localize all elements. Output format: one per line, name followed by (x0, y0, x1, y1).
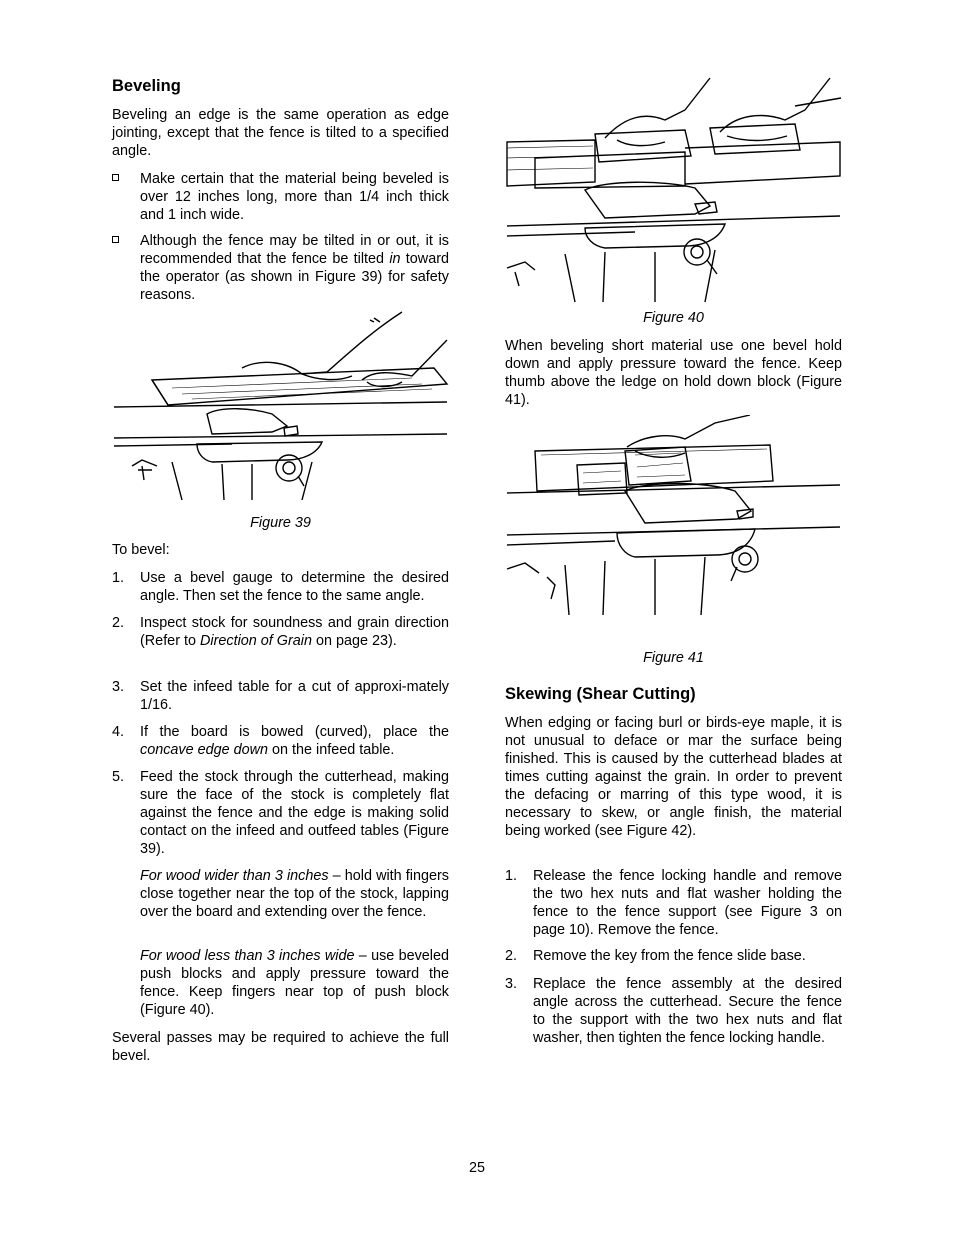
skewing-intro: When edging or facing burl or birds-eye maple, it is not unusual to deface or mar the surface being finished. This is caused by the cutterhead blades at times cutting against the grain. In order to prevent the defacing or marring of this type wood, it is necessary to skew, or angle finish, the material being worked (see Figure 42). (505, 715, 842, 839)
step-item: 1. Release the fence locking handle and remove the two hex nuts and flat washer holding the fence to the fence support (see Figure 3 on page 10). Remove the fence. (505, 868, 842, 938)
bullet-item (112, 170, 449, 224)
short-material-paragraph: When beveling short material use one bevel hold down and apply pressure toward the fence. Keep thumb above the ledge on hold down block (Figure 41). (505, 338, 842, 408)
bullet-item (112, 232, 449, 304)
figure-41-illustration (505, 415, 842, 645)
step-item: 2. Remove the key from the fence slide base. (505, 948, 806, 964)
figure-39-caption: Figure 39 (250, 515, 311, 531)
checkbox-bullet-icon (112, 174, 119, 181)
step-item: 5. Feed the stock through the cutterhead, making sure the face of the stock is completely flat against the fence and the edge is making solid contact on the infeed and outfeed tables (Figure 39). (112, 769, 449, 857)
to-bevel-label: To bevel: (112, 542, 170, 558)
skewing-heading: Skewing (Shear Cutting) (505, 685, 696, 703)
beveling-heading: Beveling (112, 77, 181, 95)
note-narrow-wood: For wood less than 3 inches wide – use beveled push blocks and apply pressure toward the fence. Keep fingers near top of push block (Figure 40). (140, 948, 449, 1018)
closing-paragraph: Several passes may be required to achieve the full bevel. (112, 1030, 449, 1064)
page-number: 25 (468, 1160, 485, 1176)
bullet-text: Although the fence may be tilted in or out, it is recommended that the fence be tilted in toward the operator (as shown in Figure 39) for safety reasons. (140, 233, 449, 303)
bullet-text: Make certain that the material being beveled is over 12 inches long, more than 1/4 inch thick and 1 inch wide. (140, 171, 449, 223)
step-item: 1. Use a bevel gauge to determine the desired angle. Then set the fence to the same angle. (112, 570, 449, 604)
step-item: 3. Replace the fence assembly at the desired angle across the cutterhead. Secure the fence to the support with the two hex nuts and flat washer, then tighten the fence locking handle. (505, 976, 842, 1046)
beveling-intro: Beveling an edge is the same operation as edge jointing, except that the fence is tilted to a specified angle. (112, 107, 449, 159)
figure-40-illustration (505, 76, 842, 306)
figure-41-caption: Figure 41 (643, 650, 704, 666)
step-item: 4. If the board is bowed (curved), place the concave edge down on the infeed table. (112, 724, 449, 758)
step-item: 3. Set the infeed table for a cut of approxi-mately 1/16. (112, 679, 449, 713)
note-wide-wood: For wood wider than 3 inches – hold with fingers close together near the top of the stock, lapping over the board and extending over the fence. (140, 868, 449, 920)
figure-39-illustration (112, 310, 449, 505)
checkbox-bullet-icon (112, 236, 119, 243)
figure-40-caption: Figure 40 (643, 310, 704, 326)
step-item: 2. Inspect stock for soundness and grain direction (Refer to Direction of Grain on page 23). (112, 615, 449, 649)
